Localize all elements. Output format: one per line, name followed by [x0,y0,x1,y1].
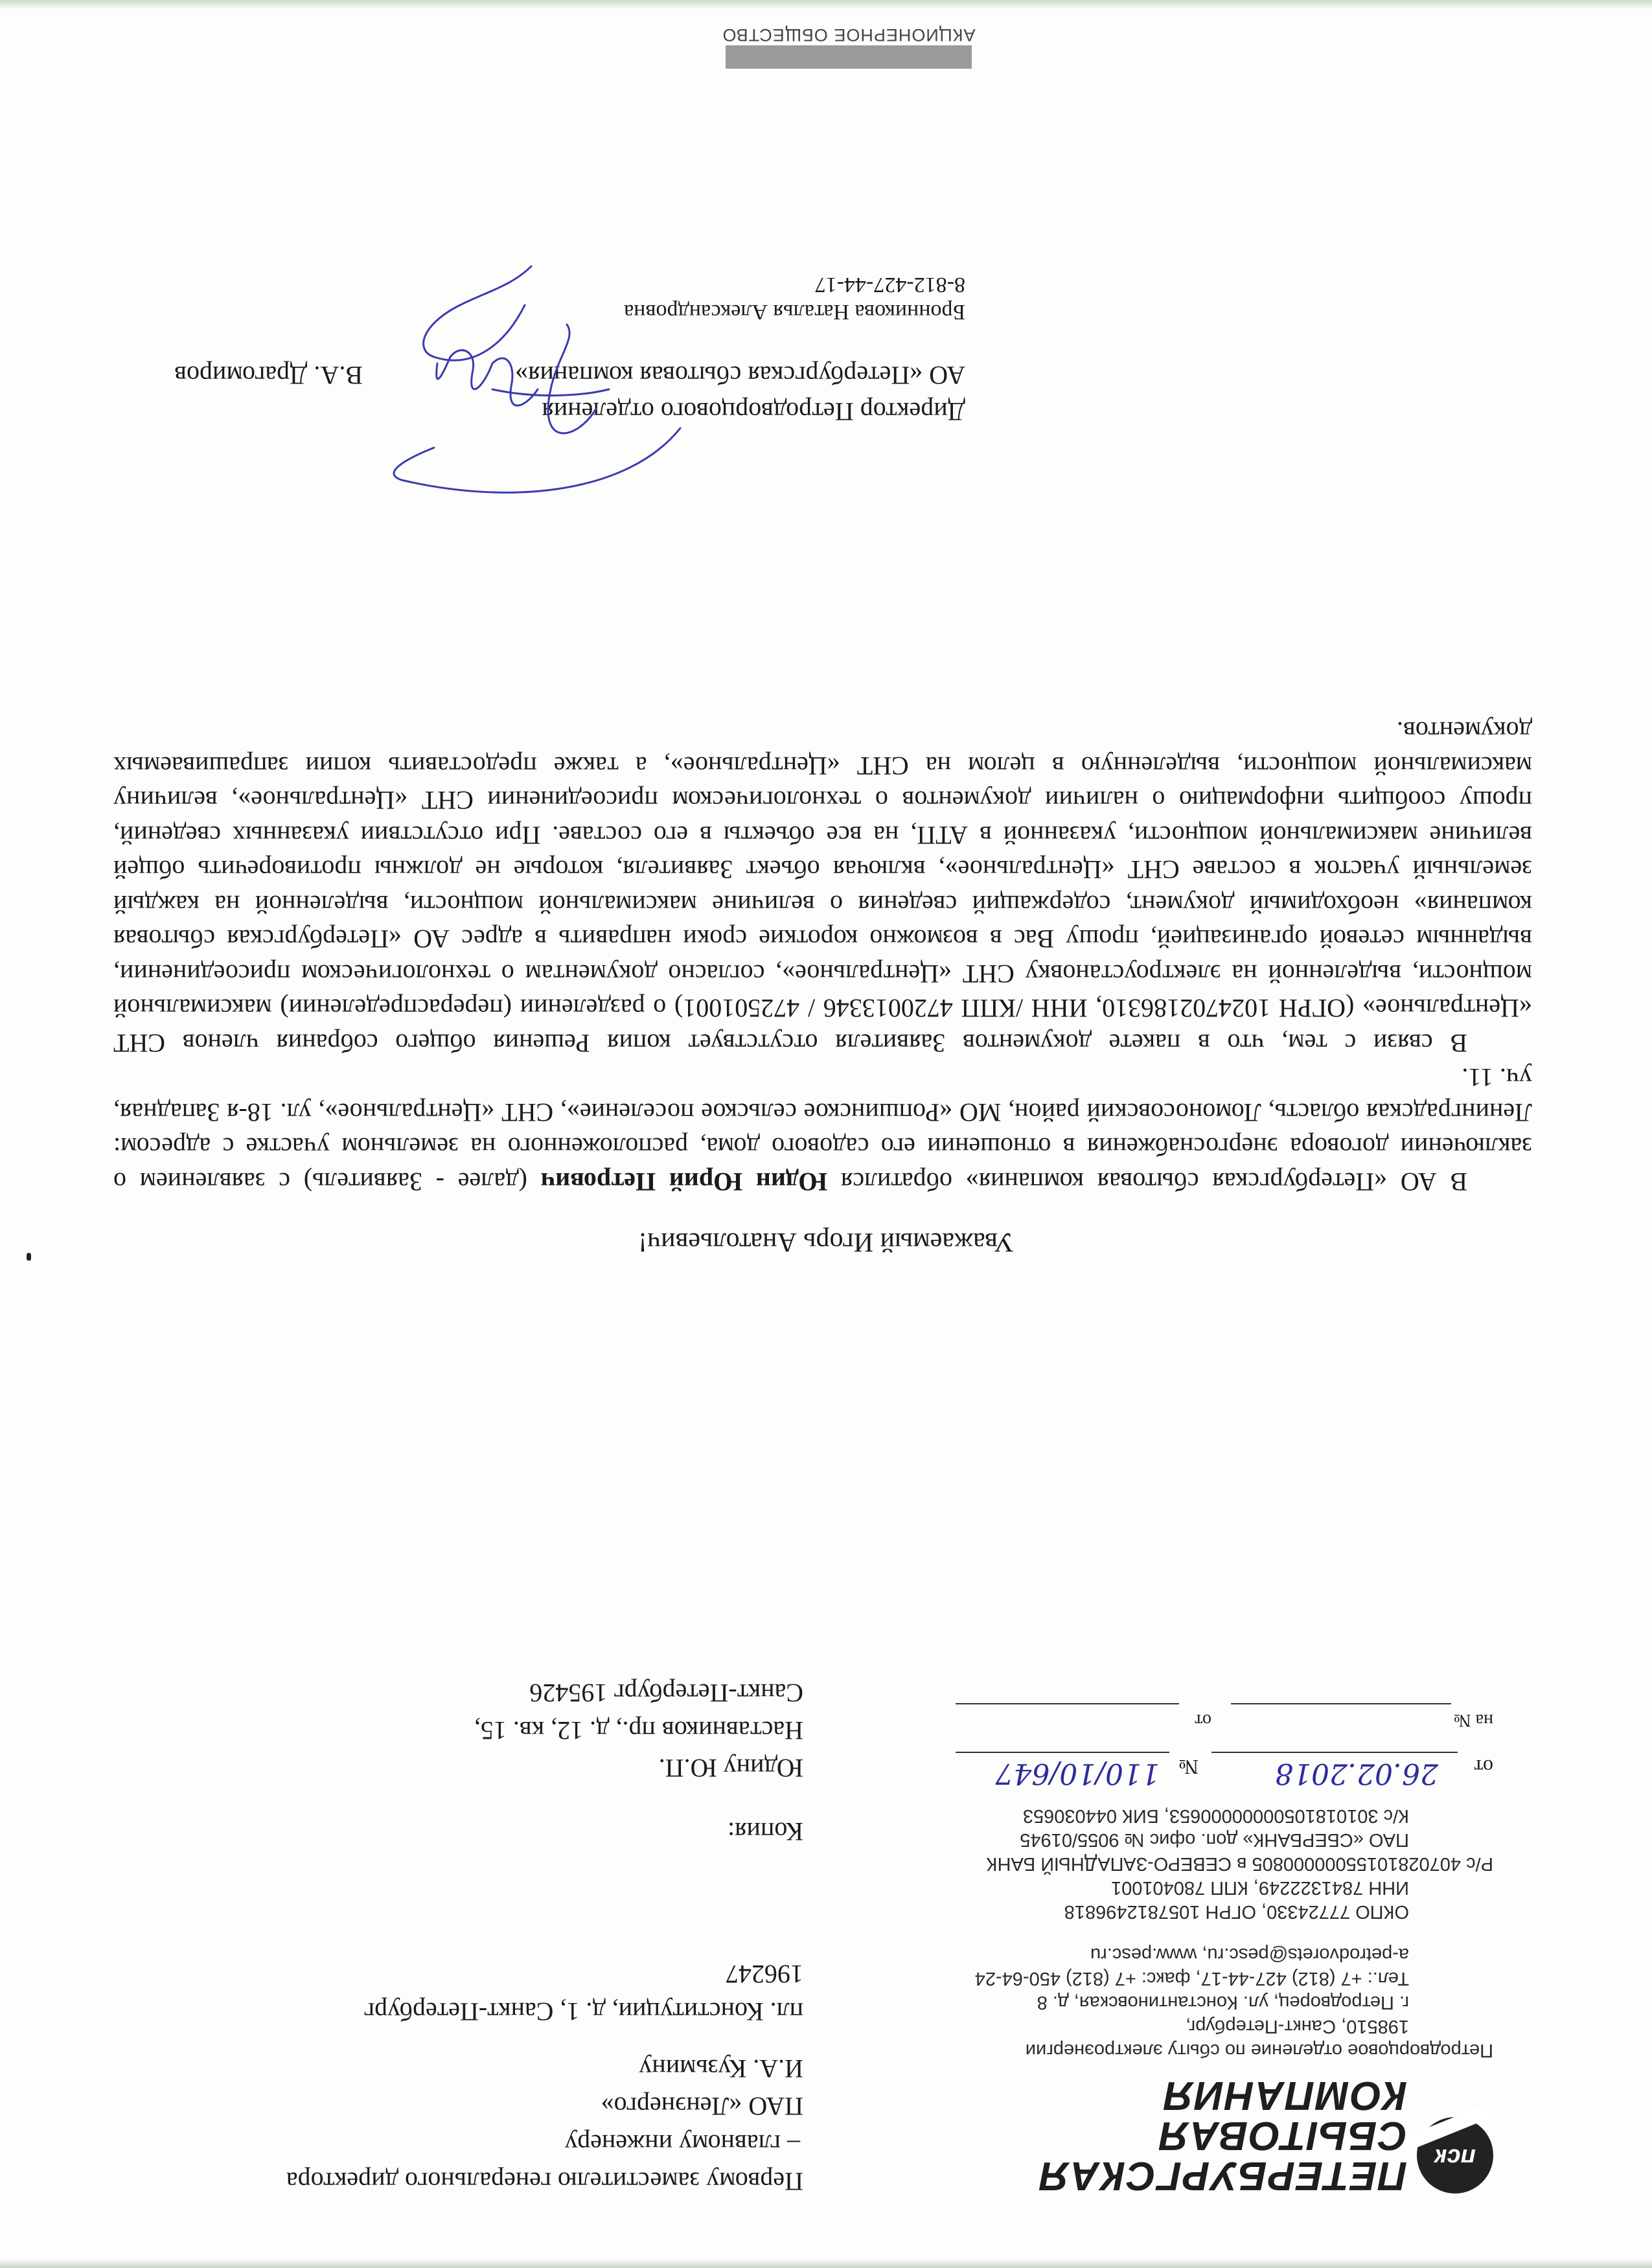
brand-line-2: СБЫТОВАЯ [1158,2113,1407,2158]
paragraph-1-start: В АО «Петербургская сбытовая компания» обратился [827,1167,1467,1197]
addressee-company: ПАО «Ленэнерго» [601,2092,803,2121]
ref-on-number-line [1231,1703,1451,1704]
ref-number-line [956,1752,1169,1753]
addressee-position: Первому заместителю генерального директора [286,2167,803,2196]
copy-recipient-address: Наставников пр., д. 12, кв. 15, [474,1716,803,1745]
addressee-postcode: 196247 [726,1960,803,1989]
ref-on-label: на № [1453,1710,1493,1730]
letterhead-department: Петродворцовое отделение по сбыту электроэнергии [1025,2040,1493,2061]
letterhead-address: г. Петродворец, ул. Константиновская, д. 8 [1037,1992,1409,2013]
copy-recipient-name: Юдину Ю.П. [658,1754,803,1783]
signer-name: В.А. Драгомиров [174,361,363,390]
letterhead-account: Р/с 40702810155000000805 в СЕВЕРО-ЗАПАДНЫЙ БАНК [986,1853,1493,1874]
body-paragraph-2: В связи с тем, что в пакете документов Заявителя отсутствует копия Решения общего собрания членов СНТ «Центральное» (ОГРН 1024702186310, ИНН /КПП 4720013346 / 472501001) о разделении (перераспределении) максимальной мощности, выделенной на электроустановку СНТ «Центральное», согласно документам о технологическом присоединении, выданным сетевой организацией, прошу Вас в возможно короткие сроки направить в адрес АО «Петербургская сбытовая компания» необходимый документ, содержащий сведения о величине максимальной мощности, выделенной на каждый земельный участок в составе СНТ «Центральное», включая объект Заявителя, которые не должны противоречить общей величине максимальной мощности, указанной в АТП, на все объекты в его составе. При отсутствии указанных сведений, прошу сообщить информацию о наличии документов о технологическом присоединении СНТ «Центральное», величину максимальной мощности, выделенную в целом на СНТ «Центральное», а также предоставить копии запрашиваемых документов. [113,716,1532,1058]
letter-body [113,714,1532,1199]
addressee-position-2: – главному инженеру [564,2129,800,2159]
scan-speck [27,1253,31,1261]
copy-recipient-city: Санкт-Петербург 195426 [529,1678,803,1708]
ref-number-handwritten: 110/10/647 [995,1757,1160,1790]
addressee-name: И.А. Кузьмину [639,2054,803,2083]
applicant-name: Юдин Юрий Петрович [540,1167,828,1197]
letterhead-bank: ПАО «СБЕРБАНК» доп. офис № 9055/01945 [1020,1829,1409,1850]
paragraph-1-end: (далее - Заявитель) с заявлением о заключении договора энергоснабжения в отношении его садового дома, расположенного на земельном участке с адресом: Ленинградская область, Ломоносовский район, МО «Ропшинское сельское поселение», СНТ «Центральное», ул. 18-я Западная, уч. 11. [113,1063,1532,1197]
ref-number-label: № [1178,1756,1199,1779]
scan-edge-top [0,2259,1652,2268]
ref-date-handwritten: 26.02.2018 [1275,1757,1438,1790]
stamp-redaction-bar [726,45,972,69]
stamp-text: АКЦИОНЕРНОЕ ОБЩЕСТВО [722,25,976,45]
signer-position-2: АО «Петербургская сбытовая компания» [515,361,965,390]
brand-line-3: КОМПАНИЯ [1162,2073,1407,2118]
ref-on-date-line [956,1703,1179,1704]
ref-date-line [1211,1752,1458,1753]
letterhead-okpo: ОКПО 77724330, ОГРН 1057812496818 [1064,1901,1409,1922]
ref-on-from-label: от [1195,1710,1211,1730]
letterhead-inn: ИНН 7841322249, КПП 780401001 [1111,1877,1409,1898]
body-paragraph-1 [113,1060,1532,1199]
salutation: Уважаемый Игорь Анатольевич! [638,1227,1014,1257]
letterhead-email: a-petrodvorets@pesc.ru, www.pesc.ru [1090,1944,1409,1965]
logo-text: пск [1434,2144,1476,2171]
scan-edge-bottom [0,0,1652,9]
letterhead-phone: Тел.: +7 (812) 427-44-17, факс: +7 (812) 450-64-24 [974,1968,1409,1989]
executor-phone: 8-812-427-44-17 [814,273,965,297]
signer-position-1: Директор Петродворцового отделения [542,397,965,426]
letterhead-bik: К/с 30101810500000000653, БИК 044030653 [1022,1805,1409,1826]
handwritten-signature-icon [369,247,706,519]
addressee-address: пл. Конституции, д. 1, Санкт-Петербург [363,1997,803,2026]
ref-from-label: от [1474,1756,1493,1779]
letterhead-postcode: 198510, Санкт-Петербург, [1186,2016,1409,2037]
brand-line-1: ПЕТЕРБУРГСКАЯ [1038,2153,1407,2198]
copy-label: Копия: [727,1817,803,1846]
executor-name: Бронникова Наталья Александровна [624,300,965,324]
